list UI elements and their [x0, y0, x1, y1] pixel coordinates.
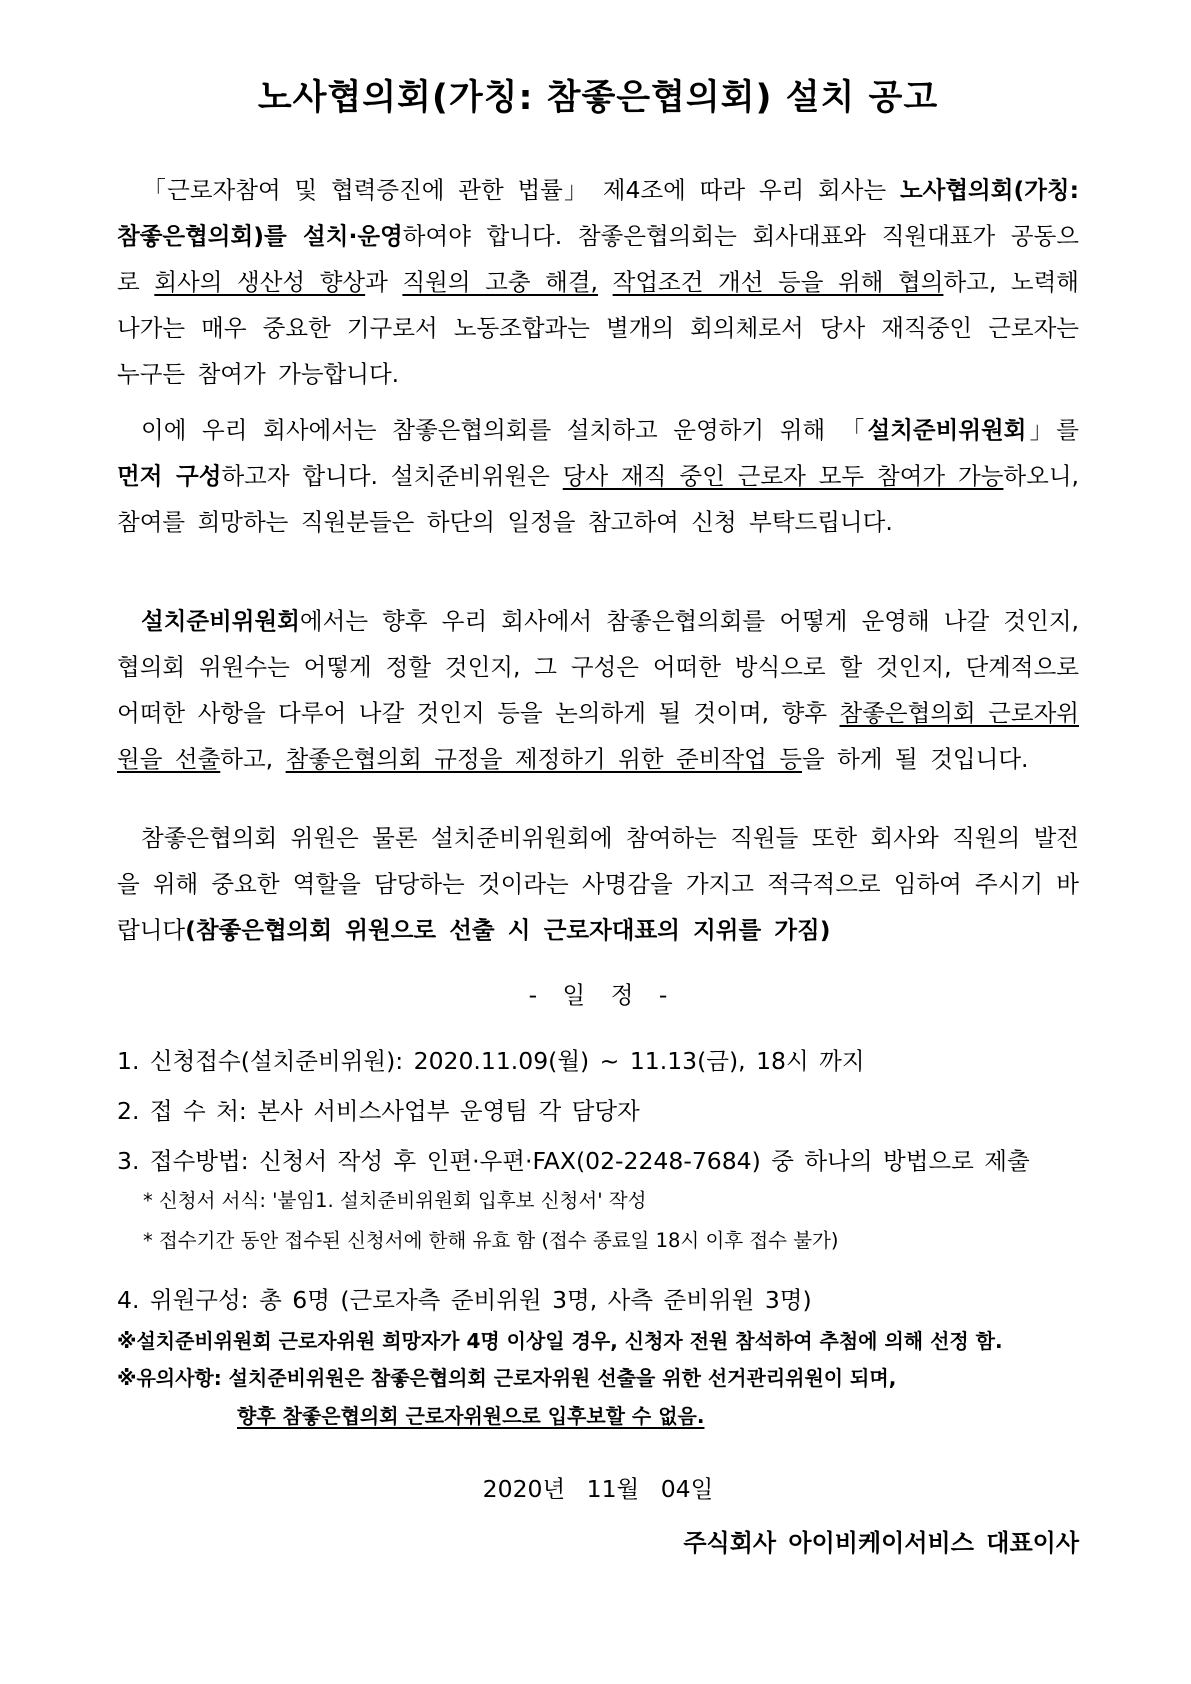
page-title: 노사협의회(가칭: 참좋은협의회) 설치 공고: [257, 78, 939, 118]
p3-bold-1: 설치준비위원회: [141, 607, 300, 635]
notice-date: 2020년 11월 04일: [482, 1475, 714, 1503]
p3-text-3: 을 하게 될 것입니다.: [802, 745, 1029, 773]
schedule-note-1: * 신청서 서식: '붙임1. 설치준비위원회 입후보 신청서' 작성: [143, 1189, 647, 1212]
paragraph-1: [117, 167, 1079, 397]
p1-text-5: 하고, 노력해 나가는 매우 중요한 기구로서 노동조합과는 별개의 회의체로서 당사 재직중인 근로자는 누구든 참여가 가능합니다.: [117, 268, 1080, 388]
schedule-item-4: 4. 위원구성: 총 6명 (근로자측 준비위원 3명, 사측 준비위원 3명): [117, 1286, 812, 1314]
warning-line-2: ※유의사항: 설치준비위원은 참좋은협의회 근로자위원 선출을 위한 선거관리위원이 되며,: [117, 1366, 897, 1390]
p2-text-2: 」를: [1026, 416, 1080, 444]
warning-line-1: ※설치준비위원회 근로자위원 희망자가 4명 이상일 경우, 신청자 전원 참석하여 추첨에 의해 선정 함.: [117, 1329, 1003, 1353]
p1-underline-2: 직원의 고충 해결,: [402, 268, 599, 296]
p1-underline-1: 회사의 생산성 향상: [154, 268, 366, 296]
p1-text-3: 과: [365, 268, 403, 296]
schedule-note-2: * 접수기간 동안 접수된 신청서에 한해 유효 함 (접수 종료일 18시 이후 접수 불가): [143, 1229, 839, 1252]
p3-text-2: 하고,: [220, 745, 286, 773]
p1-text-2: 하여야 합니다. 참좋은협의회는 회사대표와 직원대표가 공동으로: [117, 222, 1080, 296]
p4-bold-1: (참좋은협의회 위원으로 선출 시 근로자대표의 지위를 가짐): [185, 916, 831, 944]
schedule-item-1: 1. 신청접수(설치준비위원): 2020.11.09(월) ~ 11.13(금), 18시 까지: [117, 1047, 865, 1075]
p1-underline-3: 작업조건 개선 등을 위해 협의: [612, 268, 944, 296]
schedule-heading: - 일 정 -: [528, 981, 668, 1009]
paragraph-4: [117, 815, 1079, 953]
p2-text-3: 하고자 합니다. 설치준비위원은: [221, 462, 563, 490]
paragraph-2: [117, 407, 1079, 545]
signer: 주식회사 아이비케이서비스 대표이사: [683, 1529, 1079, 1557]
p2-bold-1: 설치준비위원회: [867, 416, 1027, 444]
p2-text-4: 하오니, 참여를 희망하는 직원분들은 하단의 일정을 참고하여 신청 부탁드립니다.: [117, 462, 1079, 536]
p4-text-1: 참좋은협의회 위원은 물론 설치준비위원회에 참여하는 직원들 또한 회사와 직원의 발전을 위해 중요한 역할을 담당하는 것이라는 사명감을 가지고 적극적으로 임하여 주시기 바랍니다: [117, 824, 1079, 944]
p2-bold-2: 먼저 구성: [117, 462, 222, 490]
p1-text-1: 「근로자참여 및 협력증진에 관한 법률」 제4조에 따라 우리 회사는: [141, 176, 900, 204]
p3-underline-2: 참좋은협의회 규정을 제정하기 위한 준비작업 등: [285, 745, 802, 773]
p3-text-1: 에서는 향후 우리 회사에서 참좋은협의회를 어떻게 운영해 나갈 것인지, 협의회 위원수는 어떻게 정할 것인지, 그 구성은 어떠한 방식으로 할 것인지, 단계적으로 어떠한 사항을 다루어 나갈 것인지 등을 논의하게 될 것이며, 향후: [117, 607, 1079, 727]
warning-line-3: 향후 참좋은협의회 근로자위원으로 입후보할 수 없음.: [237, 1404, 705, 1428]
paragraph-3: [117, 598, 1079, 782]
p1-bold-1: 노사협의회(가칭: 참좋은협의회)를 설치·운영: [117, 176, 1079, 250]
p2-underline-1: 당사 재직 중인 근로자 모두 참여가 가능: [562, 462, 1004, 490]
p2-text-1: 이에 우리 회사에서는 참좋은협의회를 설치하고 운영하기 위해 「: [141, 416, 868, 444]
p3-underline-1: 참좋은협의회 근로자위원을 선출: [117, 699, 1079, 773]
schedule-item-2: 2. 접 수 처: 본사 서비스사업부 운영팀 각 담당자: [117, 1097, 640, 1125]
p1-text-4: [598, 268, 613, 296]
schedule-item-3: 3. 접수방법: 신청서 작성 후 인편·우편·FAX(02-2248-7684) 중 하나의 방법으로 제출: [117, 1147, 1030, 1175]
